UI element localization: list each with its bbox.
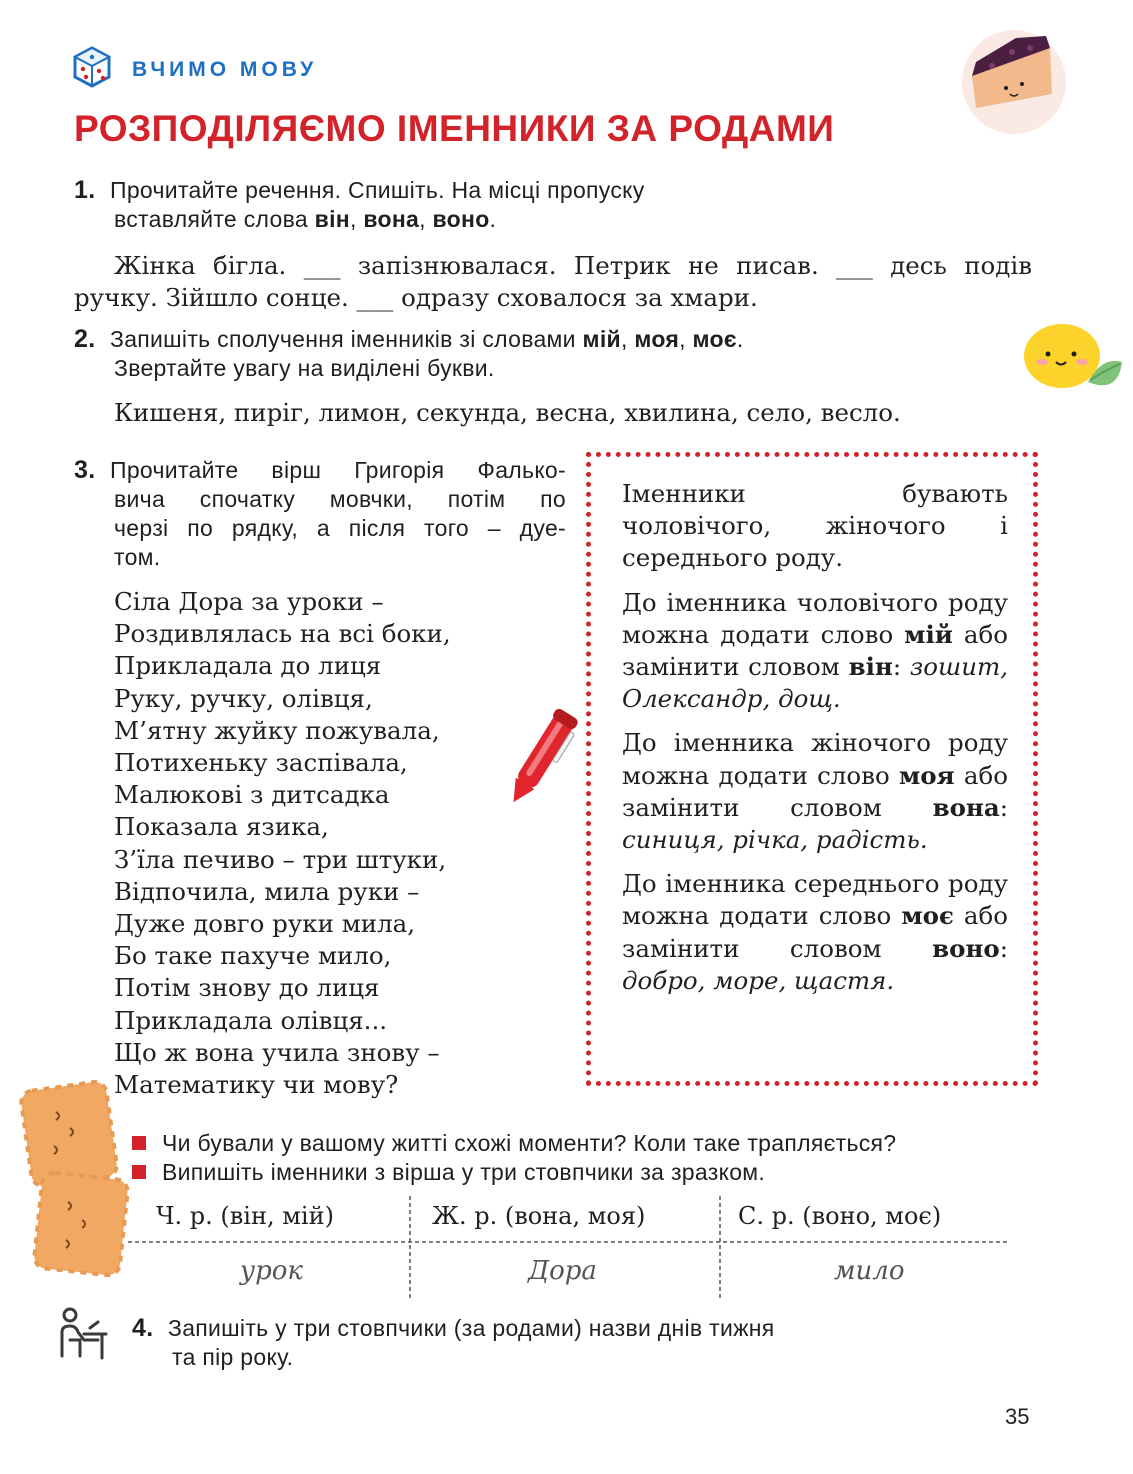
poem-line: Відпочила, мила руки –: [114, 876, 420, 906]
poem-line: М’ятну жуйку пожувала,: [114, 715, 440, 745]
pen-icon: [500, 700, 582, 816]
key-word: він: [314, 206, 350, 232]
key-word: мій: [582, 326, 621, 352]
poem-line: Що ж вона учила знову –: [114, 1037, 440, 1067]
rule-text-part: або замінити словом: [622, 619, 1008, 682]
table-sample: Дора: [528, 1256, 597, 1286]
rule-text-part: До іменника чоловічого роду можна додати слово: [622, 587, 1008, 649]
poem-line: Сіла Дора за уроки –: [114, 587, 384, 616]
exercise-4-instruction: [132, 1314, 775, 1372]
sample-table: [128, 1196, 1008, 1300]
key-word: воно: [432, 206, 490, 232]
poem-line: Математику чи мову?: [114, 1070, 399, 1100]
exercise-number: 2.: [74, 325, 96, 353]
poem-line: Роздивлялась на всі боки,: [114, 619, 451, 649]
instruction-text: вича спочатку мовчки, потім по: [114, 486, 566, 512]
rule-examples: зошит, Олександр, дощ.: [622, 652, 1008, 714]
list-item: [132, 1129, 896, 1158]
separator: :: [999, 792, 1008, 822]
exercise-2-instruction: [74, 325, 744, 383]
separator: ,: [679, 326, 693, 352]
separator: :: [892, 652, 910, 682]
table-header: С. р. (воно, моє): [738, 1202, 942, 1230]
key-word: він: [848, 652, 893, 682]
cookie-icon: [8, 1076, 134, 1286]
poem-line: Показала язика,: [114, 812, 329, 842]
separator: ,: [349, 206, 364, 232]
list-item: [132, 1158, 896, 1187]
task-text: Випишіть іменники з вірша у три стовпчики за зразком.: [162, 1159, 766, 1185]
exercise-number: 4.: [132, 1314, 154, 1342]
separator: :: [999, 933, 1008, 963]
key-word: моя: [898, 760, 955, 790]
poem-line: Малюкові з дитсадка: [114, 780, 390, 810]
table-sample: мило: [834, 1256, 905, 1286]
rule-examples: синиця, річка, радість.: [622, 825, 928, 855]
separator: .: [489, 206, 497, 232]
series-title: ВЧИМО МОВУ: [132, 58, 318, 81]
instruction-text: черзі по рядку, а після того – дуе-: [114, 515, 566, 541]
lemon-icon: [1018, 312, 1128, 408]
exercise-2-words: Кишеня, пиріг, лимон, секунда, весна, хвилина, село, весло.: [114, 398, 901, 427]
pie-slice-icon: [952, 22, 1072, 134]
rule-neuter: [622, 868, 1008, 997]
bullet-icon: [132, 1165, 146, 1179]
table-sample: урок: [240, 1256, 303, 1286]
key-word: вона: [363, 206, 420, 232]
key-word: вона: [932, 792, 1000, 822]
separator: .: [736, 326, 744, 352]
poem-line: Бо таке пахуче мило,: [114, 941, 392, 971]
instruction-text: Прочитайте вірш Григорія Фалько-: [110, 457, 566, 483]
task-list: [132, 1129, 896, 1187]
poem-line: Потихеньку заспівала,: [114, 748, 408, 778]
rule-examples: добро, море, щастя.: [622, 965, 895, 995]
rule-text-part: До іменника жіночого роду можна додати слово: [622, 728, 1008, 790]
table-header: Ж. р. (вона, моя): [432, 1202, 646, 1230]
rule-text-part: або замінити словом: [622, 760, 1008, 822]
task-text: Чи бували у вашому житті схожі моменти? Коли таке трапляється?: [162, 1130, 897, 1156]
rule-intro: Іменники бувають чоловічого, жіночого і середнього роду.: [622, 479, 1008, 573]
poem-line: Руку, ручку, олівця,: [114, 683, 373, 713]
key-word: моя: [634, 326, 680, 352]
rule-text-part: До іменника середнього роду можна додати слово: [622, 869, 1008, 931]
poem: [114, 586, 451, 1101]
poem-line: Дуже довго руки мила,: [114, 909, 416, 939]
rule-text: [622, 478, 1008, 1009]
exercise-1-instruction: [74, 176, 645, 234]
student-at-desk-icon: [54, 1306, 108, 1362]
instruction-text: Запишіть сполучення іменників зі словами: [110, 326, 583, 352]
poem-line: З’їла печиво – три штуки,: [114, 844, 447, 874]
key-word: мій: [904, 619, 953, 649]
instruction-text: вставляйте слова: [114, 206, 315, 232]
instruction-text: Запишіть у три стовпчики (за родами) назви днів тижня: [168, 1315, 775, 1341]
dice-logo-icon: [73, 46, 111, 88]
instruction-text: том.: [114, 544, 161, 570]
exercise-number: 3.: [74, 456, 96, 484]
separator: ,: [419, 206, 433, 232]
separator: ,: [620, 326, 635, 352]
key-word: моє: [692, 326, 737, 352]
page-number: 35: [1005, 1404, 1030, 1429]
rule-text-part: або замінити словом: [622, 901, 1008, 963]
bullet-icon: [132, 1136, 146, 1150]
page-title: РОЗПОДІЛЯЄМО ІМЕННИКИ ЗА РОДАМИ: [74, 108, 835, 149]
rule-feminine: [622, 727, 1008, 856]
poem-line: Прикладала до лиця: [114, 651, 382, 681]
exercise-number: 1.: [74, 176, 96, 204]
poem-line: Потім знову до лиця: [114, 973, 380, 1003]
instruction-text: Звертайте увагу на виділені букви.: [114, 355, 495, 381]
key-word: воно: [932, 933, 1000, 963]
table-header: Ч. р. (він, мій): [156, 1202, 334, 1230]
key-word: моє: [901, 901, 954, 931]
poem-line: Прикладала олівця...: [114, 1005, 388, 1035]
rule-masculine: [622, 587, 1008, 716]
exercise-1-text: Жінка бігла. ___ запізнювалася. Петрик не писав. ___ десь подів ручку. Зійшло сонце. ___ одразу сховалося за хмари.: [74, 251, 1032, 312]
exercise-3-instruction: [74, 456, 566, 572]
instruction-text: та пір року.: [172, 1344, 294, 1370]
instruction-text: Прочитайте речення. Спишіть. На місці пропуску: [110, 177, 645, 203]
